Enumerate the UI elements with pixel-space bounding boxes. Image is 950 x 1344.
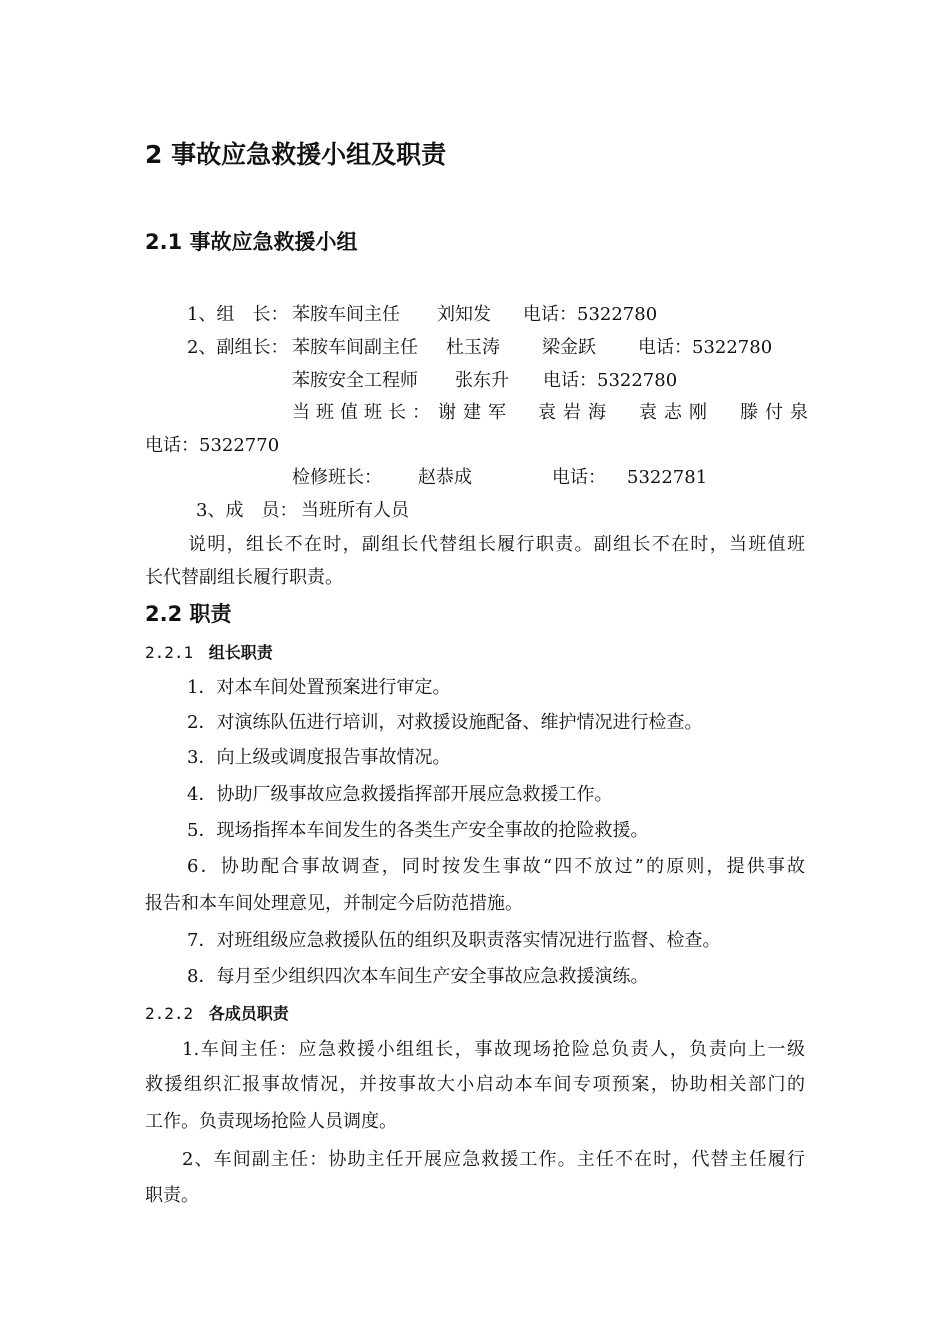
shift-name-3: 袁志刚 — [639, 402, 714, 423]
section-heading-2-1: 2.1 事故应急救援小组 — [145, 230, 358, 254]
subsection-number: 2.2.2 — [145, 1004, 194, 1023]
member-duty-1-line-2: 救援组织汇报事故情况，并按事故大小启动本车间专项预案，协助相关部门的 — [145, 1074, 805, 1095]
section-heading-2-2: 2.2 职责 — [145, 602, 232, 626]
safety-phone: 电话：5322780 — [543, 370, 678, 391]
duty-item-8: 8．每月至少组织四次本车间生产安全事故应急救援演练。 — [187, 966, 649, 987]
deputy-post: 苯胺车间副主任 — [292, 337, 418, 358]
note-line-2: 长代替副组长履行职责。 — [145, 567, 343, 588]
duty-item-4: 4．协助厂级事故应急救援指挥部开展应急救援工作。 — [187, 784, 613, 805]
repair-name: 赵恭成 — [418, 467, 472, 488]
duty-item-5: 5．现场指挥本车间发生的各类生产安全事故的抢险救援。 — [187, 820, 649, 841]
note-line-1: 说明，组长不在时，副组长代替组长履行职责。副组长不在时，当班值班 — [188, 534, 805, 555]
member-duty-2-line-1: 2、车间副主任：协助主任开展应急救援工作。主任不在时，代替主任履行 — [182, 1149, 805, 1170]
member-duty-1-line-3: 工作。负责现场抢险人员调度。 — [145, 1111, 397, 1132]
deputy-label: 2、副组长： — [187, 337, 289, 358]
leader-name: 刘知发 — [437, 304, 491, 325]
shift-phone: 电话：5322770 — [145, 435, 280, 456]
page-title: 2 事故应急救援小组及职责 — [145, 140, 447, 169]
duty-item-7: 7．对班组级应急救援队伍的组织及职责落实情况进行监督、检查。 — [187, 930, 721, 951]
leader-phone: 电话：5322780 — [523, 304, 658, 325]
subsection-heading-2-2-2 — [145, 1001, 289, 1024]
subsection-heading-2-2-1 — [145, 640, 273, 663]
subsection-title: 各成员职责 — [208, 1004, 289, 1023]
duty-item-2: 2．对演练队伍进行培训，对救援设施配备、维护情况进行检查。 — [187, 712, 703, 733]
member-duty-1-line-1: 1.车间主任：应急救援小组组长，事故现场抢险总负责人，负责向上一级 — [182, 1039, 805, 1060]
members-label: 3、成 员： — [196, 500, 298, 521]
shift-post: 当班值班长： — [292, 402, 436, 423]
deputy-phone: 电话：5322780 — [638, 337, 773, 358]
leader-post: 苯胺车间主任 — [292, 304, 400, 325]
repair-phone: 5322781 — [627, 467, 708, 488]
deputy-name-2: 梁金跃 — [542, 337, 596, 358]
subsection-number: 2.2.1 — [145, 643, 194, 662]
member-duty-2-line-2: 职责。 — [145, 1185, 199, 1206]
duty-item-3: 3．向上级或调度报告事故情况。 — [187, 747, 451, 768]
shift-name-2: 袁岩海 — [538, 402, 613, 423]
shift-name-4: 滕付泉 — [740, 402, 815, 423]
duty-item-6-line-2: 报告和本车间处理意见，并制定今后防范措施。 — [145, 893, 523, 914]
duty-item-1: 1．对本车间处置预案进行审定。 — [187, 677, 451, 698]
deputy-name-1: 杜玉涛 — [446, 337, 500, 358]
safety-name: 张东升 — [455, 370, 509, 391]
repair-phone-label: 电话： — [552, 467, 606, 488]
repair-post: 检修班长： — [292, 467, 382, 488]
members-value: 当班所有人员 — [301, 500, 409, 521]
safety-post: 苯胺安全工程师 — [292, 370, 418, 391]
leader-label: 1、组 长： — [187, 304, 289, 325]
duty-item-6-line-1: 6．协助配合事故调查，同时按发生事故“四不放过”的原则，提供事故 — [187, 856, 805, 877]
shift-name-1: 谢建军 — [438, 402, 513, 423]
subsection-title: 组长职责 — [208, 643, 273, 662]
